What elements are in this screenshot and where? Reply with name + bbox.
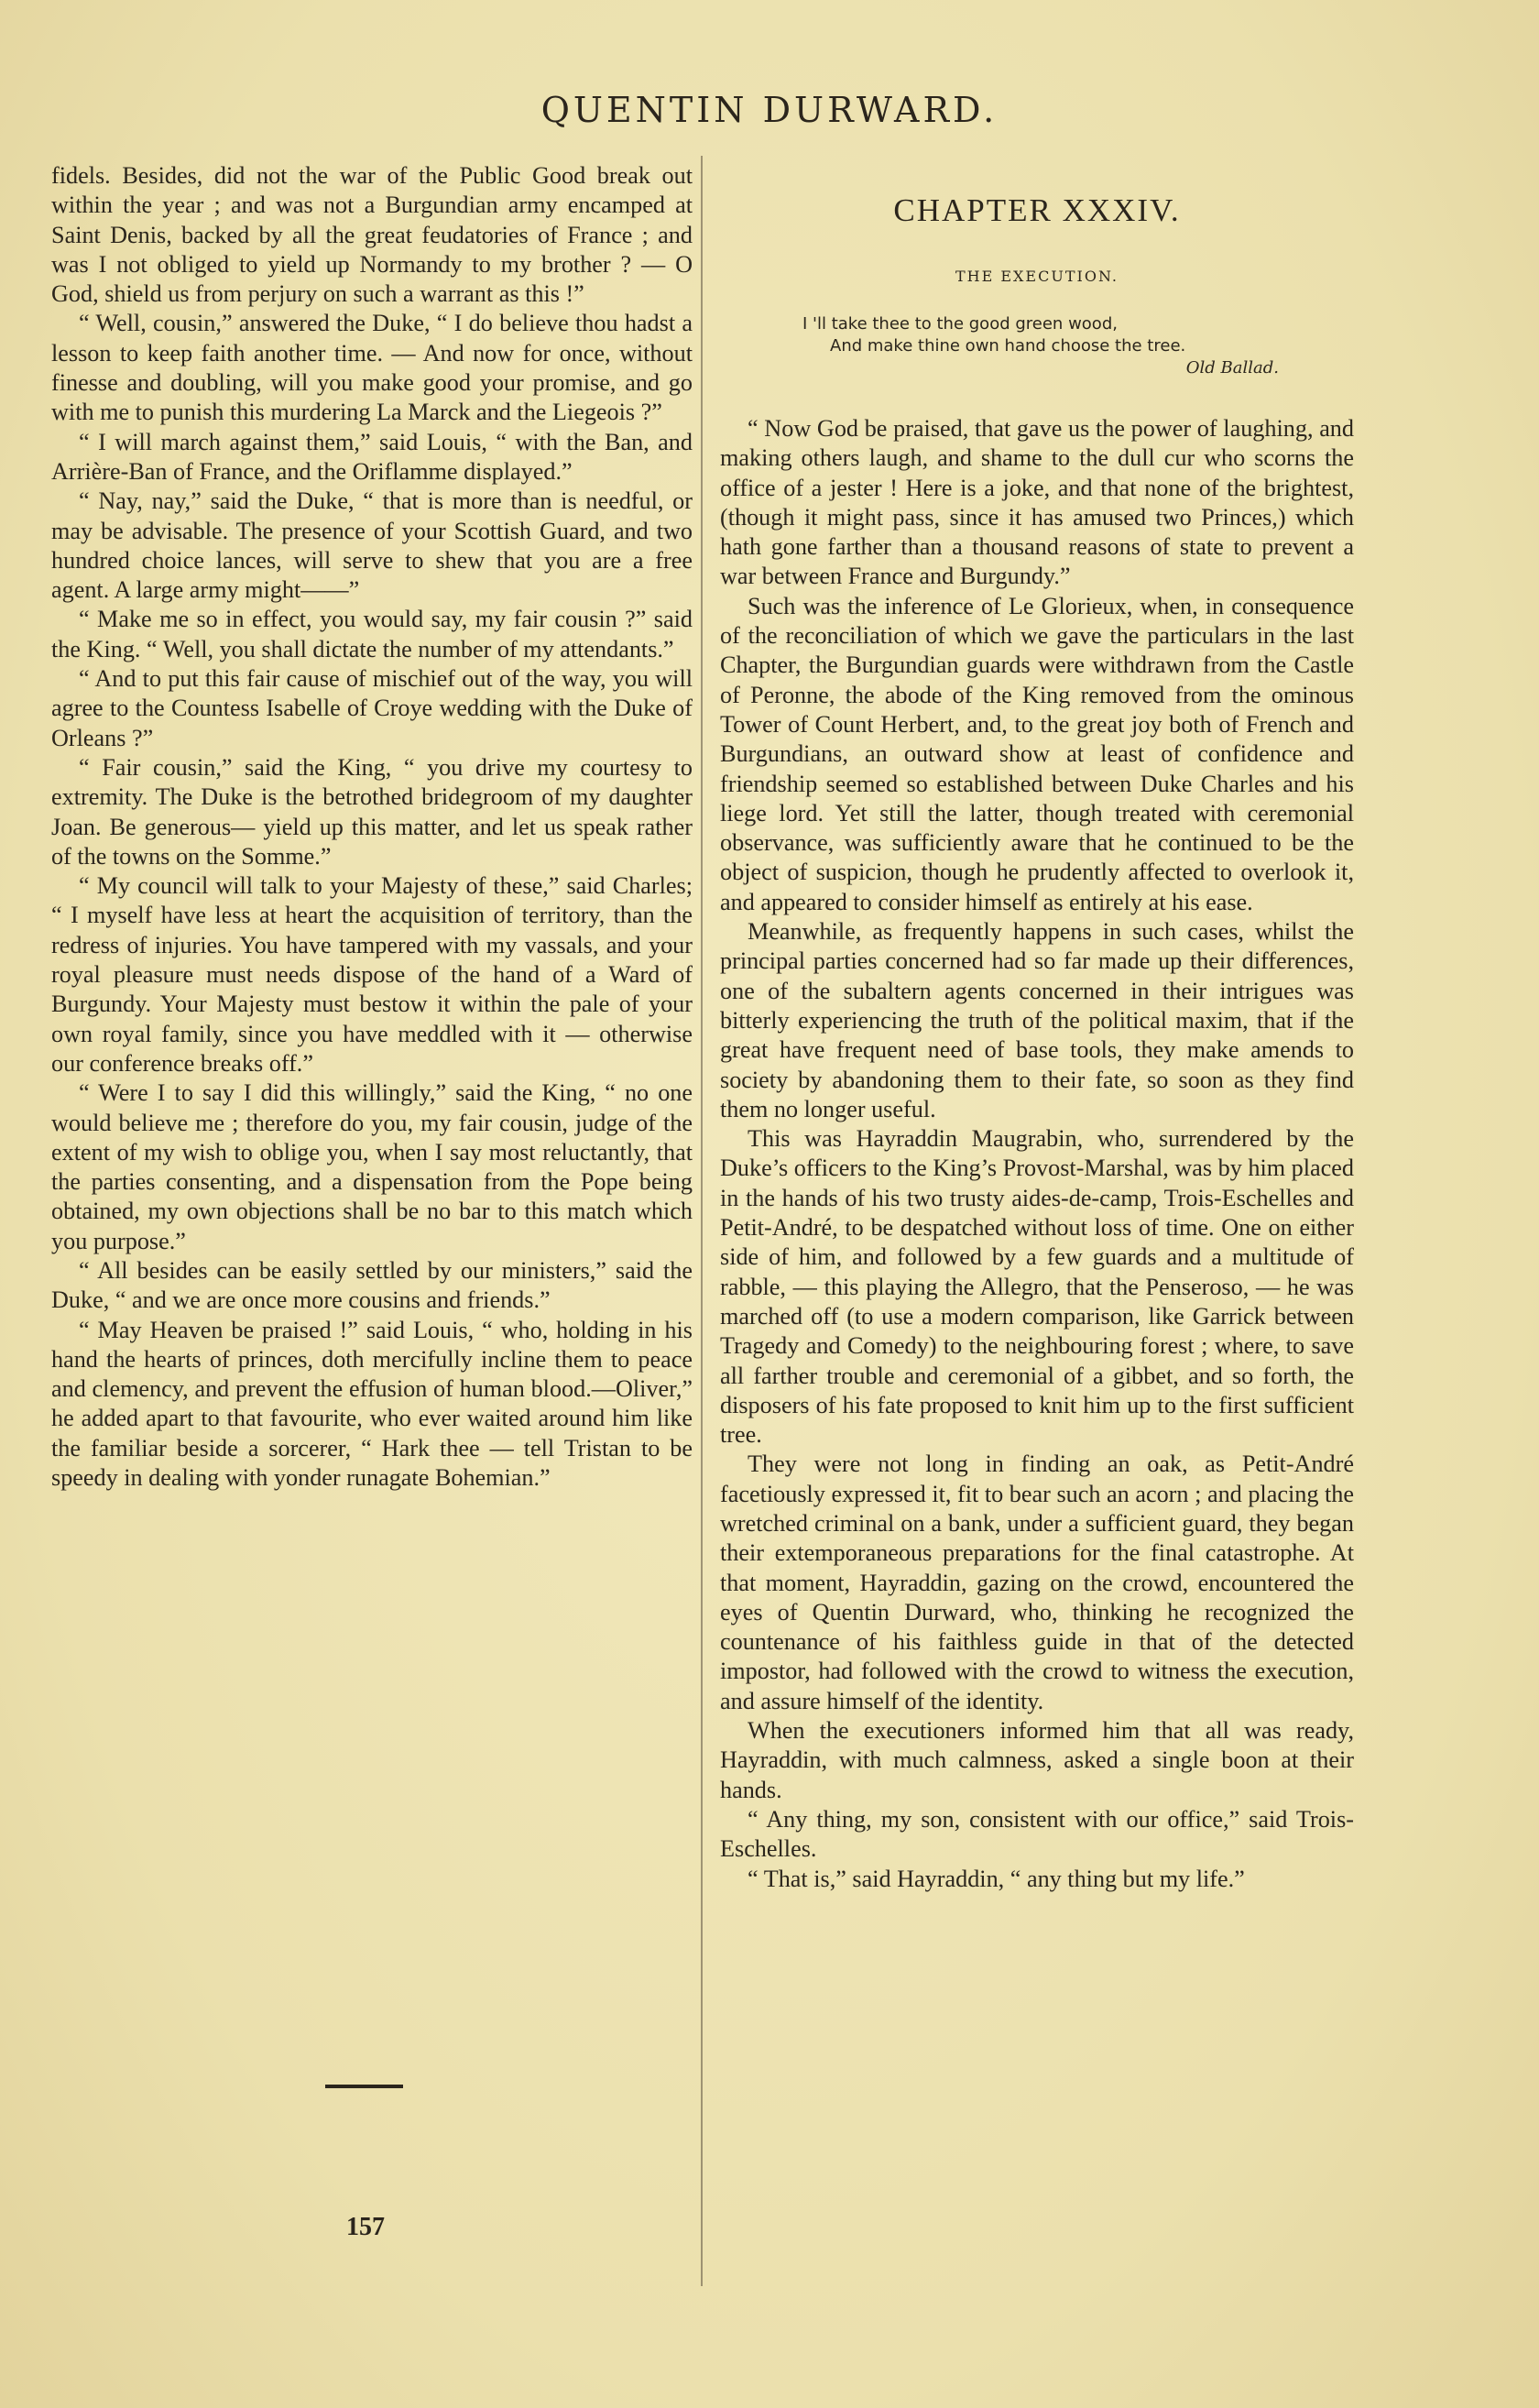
paragraph: “ Well, cousin,” answered the Duke, “ I do believe thou hadst a lesson to keep faith another time. — And now for once, without finesse and doubling, will you make good your promise, and go with me to punish this murdering La Marck and the Liegeois ?” bbox=[51, 310, 693, 426]
right-column bbox=[720, 161, 1354, 1894]
paragraph: “ And to put this fair cause of mischief out of the way, you will agree to the Countess Isabelle of Croye wedding with the Duke of Orleans ?” bbox=[51, 665, 693, 751]
paragraph: “ Any thing, my son, consistent with our office,” said Trois-Eschelles. bbox=[720, 1805, 1354, 1863]
paragraph: Meanwhile, as frequently happens in such cases, whilst the principal parties concerned had so far made up their differences, one of the subaltern agents concerned in their intrigues was bitterly experiencing the truth of the political maxim, that if the great have frequent need of base tools, they make amends to society by abandoning them to their fate, so soon as they find them no longer useful. bbox=[720, 918, 1354, 1122]
paragraph: fidels. Besides, did not the war of the Public Good break out within the year ; and was not a Burgundian army encamped at Saint Denis, backed by all the great feudatories of France ; and was I not obliged to yield up Normandy to my brother ? — O God, shield us from perjury on such a warrant as this !” bbox=[51, 162, 693, 308]
paragraph: “ Were I to say I did this willingly,” said the King, “ no one would believe me ; therefore do you, my fair cousin, judge of the extent of my wish to oblige you, when I say most reluctantly, that the parties consenting, and a dispensation from the Pope being obtained, my own objections shall be no bar to this match which you purpose.” bbox=[51, 1079, 693, 1254]
epigraph-source: Old Ballad. bbox=[1185, 358, 1279, 378]
paragraph: “ Now God be praised, that gave us the power of laughing, and making others laugh, and shame to the dull cur who scorns the office of a jester ! Here is a joke, and that none of the brightest, (though it might pass, since it has amused two Princes,) which hath gone farther than a thousand reasons of state to prevent a war between France and Burgundy.” bbox=[720, 415, 1354, 590]
column-divider bbox=[701, 156, 703, 2286]
paragraph: “ My council will talk to your Majesty of these,” said Charles; “ I myself have less at heart the acquisition of territory, than the redress of injuries. You have tampered with my vassals, and your royal pleasure must needs dispose of the hand of a Ward of Burgundy. Your Majesty must bestow it within the pale of your own royal family, since you have meddled with it — otherwise our conference breaks off.” bbox=[51, 872, 693, 1077]
chapter-title: CHAPTER XXXIV. bbox=[893, 192, 1181, 228]
paragraph: This was Hayraddin Maugrabin, who, surrendered by the Duke’s officers to the King’s Provost-Marshal, was by him placed in the hands of his two trusty aides-de-camp, Trois-Eschelles and Petit-André, to be despatched without loss of time. One on either side of him, and followed by a few guards and a multitude of rabble, — this playing the Allegro, that the Penseroso, — he was marched off (to use a modern comparison, like Garrick between Tragedy and Comedy) to the neighbouring forest ; where, to save all farther trouble and ceremonial of a gibbet, and so forth, the disposers of his fate proposed to knit him up to the first sufficient tree. bbox=[720, 1125, 1354, 1449]
section-end-rule bbox=[325, 2085, 403, 2088]
left-column bbox=[51, 161, 693, 1493]
paragraph: “ That is,” said Hayraddin, “ any thing but my life.” bbox=[748, 1865, 1245, 1892]
epigraph-line: I 'll take thee to the good green wood, bbox=[802, 314, 1118, 334]
paragraph: When the executioners informed him that all was ready, Hayraddin, with much calmness, asked a single boon at their hands. bbox=[720, 1717, 1354, 1803]
running-head: QUENTIN DURWARD. bbox=[540, 90, 999, 130]
paragraph: “ Fair cousin,” said the King, “ you drive my courtesy to extremity. The Duke is the betrothed bridegroom of my daughter Joan. Be generous— yield up this matter, and let us speak rather of the towns on the Somme.” bbox=[51, 753, 693, 870]
paragraph: “ I will march against them,” said Louis, “ with the Ban, and Arrière-Ban of France, and the Oriflamme displayed.” bbox=[51, 428, 693, 485]
page-number: 157 bbox=[346, 2213, 385, 2241]
epigraph bbox=[802, 313, 1279, 379]
epigraph-line: And make thine own hand choose the tree. bbox=[830, 336, 1186, 356]
chapter-subtitle: THE EXECUTION. bbox=[955, 268, 1119, 285]
paragraph: “ May Heaven be praised !” said Louis, “ who, holding in his hand the hearts of princes, doth mercifully incline them to peace and clemency, and prevent the effusion of human blood.—Oliver,” he added apart to that favourite, who ever waited around him like the familiar beside a sorcerer, “ Hark thee — tell Tristan to be speedy in dealing with yonder runagate Bohemian.” bbox=[51, 1316, 693, 1492]
paragraph: “ Make me so in effect, you would say, my fair cousin ?” said the King. “ Well, you shall dictate the number of my attendants.” bbox=[51, 606, 693, 662]
paragraph: They were not long in finding an oak, as Petit-André facetiously expressed it, fit to bear such an acorn ; and placing the wretched criminal on a bank, under a sufficient guard, they began their extemporaneous preparations for the final catastrophe. At that moment, Hayraddin, gazing on the crowd, encountered the eyes of Quentin Durward, who, thinking he recognized the countenance of his faithless guide in that of the detected impostor, had followed with the crowd to witness the execution, and assure himself of the identity. bbox=[720, 1450, 1354, 1714]
paragraph: “ All besides can be easily settled by our ministers,” said the Duke, “ and we are once more cousins and friends.” bbox=[51, 1256, 693, 1314]
paragraph: “ Nay, nay,” said the Duke, “ that is more than is needful, or may be advisable. The presence of your Scottish Guard, and two hundred choice lances, will serve to shew that you are a free agent. A large army might——” bbox=[51, 487, 693, 604]
paragraph: Such was the inference of Le Glorieux, when, in consequence of the reconciliation of which we gave the particulars in the last Chapter, the Burgundian guards were withdrawn from the Castle of Peronne, the abode of the King removed from the ominous Tower of Count Herbert, and, to the great joy both of French and Burgundians, an outward show at least of confidence and friendship seemed so established between Duke Charles and his liege lord. Yet still the latter, though treated with ceremonial observance, was sufficiently aware that he continued to be the object of suspicion, though he prudently affected to overlook it, and appeared to consider himself as entirely at his ease. bbox=[720, 592, 1354, 915]
